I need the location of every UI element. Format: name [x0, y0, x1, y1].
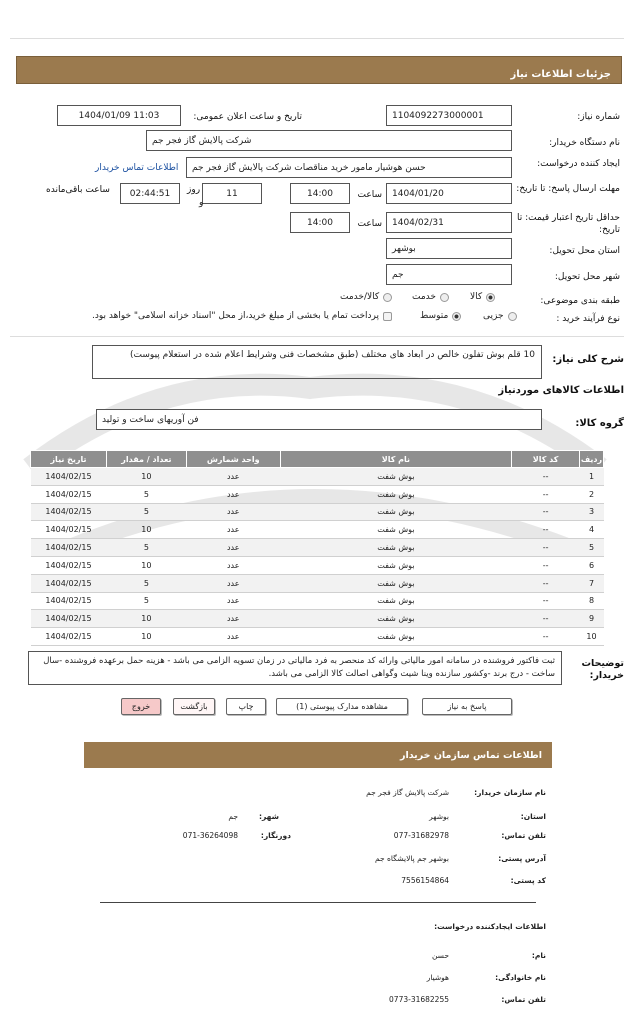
cell-qty: 5 — [106, 574, 186, 592]
category-label: طبقه بندی موضوعی: — [540, 296, 620, 306]
contact-divider — [100, 902, 536, 903]
creator-label: ایجاد کننده درخواست: — [537, 159, 620, 169]
cell-code: -- — [512, 521, 580, 539]
cell-row: 4 — [580, 521, 604, 539]
validity-time-field: 14:00 — [290, 212, 350, 233]
contact-province-value: بوشهر — [429, 812, 449, 821]
cell-row: 3 — [580, 503, 604, 521]
table-row — [31, 485, 604, 503]
category-both-option[interactable] — [340, 292, 392, 302]
reply-deadline-label: مهلت ارسال پاسخ: تا تاریخ: — [516, 184, 620, 194]
radio-icon[interactable] — [508, 312, 517, 321]
validity-label: حداقل تاریخ اعتبار قیمت: تا تاریخ: — [517, 213, 620, 235]
cell-code: -- — [512, 610, 580, 628]
cell-date: 1404/02/15 — [31, 628, 107, 646]
contact-address-label: آدرس پستی: — [498, 854, 546, 863]
cell-date: 1404/02/15 — [31, 556, 107, 574]
cell-date: 1404/02/15 — [31, 485, 107, 503]
reply-time-field: 14:00 — [290, 183, 350, 204]
cell-unit: عدد — [186, 485, 280, 503]
cell-row: 5 — [580, 539, 604, 557]
col-qty-header: تعداد / مقدار — [106, 451, 186, 468]
radio-icon[interactable] — [383, 293, 392, 302]
contact-org-label: نام سازمان خریدار: — [474, 788, 546, 797]
category-service-text: خدمت — [412, 292, 436, 302]
days-field: 11 — [202, 183, 262, 204]
cell-name: بوش شفت — [280, 503, 512, 521]
contact-org-value: شرکت پالایش گاز فجر جم — [366, 788, 449, 797]
print-button[interactable]: چاپ — [226, 698, 266, 715]
col-unit-header: واحد شمارش — [186, 451, 280, 468]
process-partial-text: جزیی — [483, 311, 504, 321]
cell-qty: 10 — [106, 468, 186, 486]
cell-name: بوش شفت — [280, 485, 512, 503]
cell-row: 2 — [580, 485, 604, 503]
view-attachments-button[interactable]: مشاهده مدارک پیوستی (1) — [276, 698, 408, 715]
cell-qty: 10 — [106, 556, 186, 574]
category-goods-text: کالا — [470, 292, 483, 302]
cell-row: 6 — [580, 556, 604, 574]
back-button[interactable]: بازگشت — [173, 698, 215, 715]
table-row — [31, 592, 604, 610]
cell-code: -- — [512, 556, 580, 574]
process-label: نوع فرآیند خرید : — [556, 314, 620, 324]
cell-name: بوش شفت — [280, 539, 512, 557]
cell-unit: عدد — [186, 503, 280, 521]
cell-row: 8 — [580, 592, 604, 610]
table-row — [31, 610, 604, 628]
announce-field: 1404/01/09 11:03 — [57, 105, 181, 126]
notes-label: توضیحات خریدار: — [581, 658, 624, 681]
cell-code: -- — [512, 468, 580, 486]
contact-section-header: اطلاعات تماس سازمان خریدار — [84, 742, 552, 768]
buyer-org-label: نام دستگاه خریدار: — [549, 138, 620, 148]
creator-phone-value: 0773-31682255 — [389, 995, 449, 1004]
col-row-header: ردیف — [580, 451, 604, 468]
and-label: و — [199, 198, 204, 208]
cell-unit: عدد — [186, 521, 280, 539]
table-row — [31, 468, 604, 486]
cell-code: -- — [512, 592, 580, 610]
cell-row: 10 — [580, 628, 604, 646]
cell-name: بوش شفت — [280, 628, 512, 646]
treasury-checkbox-option[interactable] — [52, 311, 392, 321]
cell-name: بوش شفت — [280, 556, 512, 574]
table-row — [31, 556, 604, 574]
cell-unit: عدد — [186, 628, 280, 646]
creator-name-label: نام: — [531, 951, 546, 960]
goods-group-label: گروه کالا: — [575, 418, 624, 429]
checkbox-icon[interactable] — [383, 312, 392, 321]
buyer-org-field: شرکت پالایش گاز فجر جم — [146, 130, 512, 151]
creator-field: حسن هوشیار مامور خرید مناقصات شرکت پالایش گاز فجر جم — [186, 157, 512, 178]
table-row — [31, 521, 604, 539]
contact-phone-label: تلفن تماس: — [501, 831, 546, 840]
cell-date: 1404/02/15 — [31, 592, 107, 610]
cell-unit: عدد — [186, 539, 280, 557]
summary-label: شرح کلی نیاز: — [552, 354, 624, 365]
category-goods-option[interactable] — [470, 292, 495, 302]
cell-qty: 5 — [106, 503, 186, 521]
cell-date: 1404/02/15 — [31, 539, 107, 557]
reply-date-field: 1404/01/20 — [386, 183, 512, 204]
process-medium-text: متوسط — [420, 311, 449, 321]
category-both-text: کالا/خدمت — [340, 292, 380, 302]
cell-date: 1404/02/15 — [31, 574, 107, 592]
cell-name: بوش شفت — [280, 468, 512, 486]
contact-postal-label: کد پستی: — [510, 876, 546, 885]
cell-code: -- — [512, 539, 580, 557]
cell-name: بوش شفت — [280, 592, 512, 610]
table-row — [31, 628, 604, 646]
cell-date: 1404/02/15 — [31, 521, 107, 539]
cell-qty: 10 — [106, 521, 186, 539]
section-divider — [10, 336, 624, 337]
creator-section-title: اطلاعات ایجادکننده درخواست: — [434, 922, 546, 931]
table-row — [31, 574, 604, 592]
need-number-field: 1104092273000001 — [386, 105, 512, 126]
process-medium-option[interactable] — [420, 311, 461, 321]
reply-button[interactable]: پاسخ به نیاز — [422, 698, 512, 715]
cell-name: بوش شفت — [280, 610, 512, 628]
exit-button[interactable]: خروج — [121, 698, 161, 715]
table-row — [31, 539, 604, 557]
contact-fax-value: 071-36264098 — [182, 831, 238, 840]
contact-city-label: شهر: — [259, 812, 279, 821]
contact-address-value: بوشهر جم پالایشگاه جم — [374, 854, 449, 863]
cell-qty: 5 — [106, 592, 186, 610]
day-label: روز — [187, 185, 201, 195]
process-partial-option[interactable] — [483, 311, 517, 321]
contact-postal-value: 7556154864 — [401, 876, 449, 885]
cell-date: 1404/02/15 — [31, 503, 107, 521]
cell-unit: عدد — [186, 574, 280, 592]
cell-qty: 10 — [106, 610, 186, 628]
cell-code: -- — [512, 503, 580, 521]
validity-date-field: 1404/02/31 — [386, 212, 512, 233]
city-label: شهر محل تحویل: — [554, 272, 620, 282]
goods-group-field: فن آوریهای ساخت و تولید — [96, 409, 542, 430]
remaining-time-field: 02:44:51 — [120, 183, 180, 204]
contact-fax-label: دورنگار: — [260, 831, 291, 840]
col-code-header: کد کالا — [512, 451, 580, 468]
radio-selected-icon[interactable] — [452, 312, 461, 321]
creator-family-label: نام خانوادگی: — [495, 973, 546, 982]
goods-section-title: اطلاعات کالاهای موردنیاز — [498, 385, 624, 396]
creator-name-value: حسن — [431, 951, 449, 960]
validity-time-label: ساعت — [357, 219, 382, 229]
need-number-label: شماره نیاز: — [577, 112, 620, 122]
radio-selected-icon[interactable] — [486, 293, 495, 302]
treasury-note-text: پرداخت تمام یا بخشی از مبلغ خرید،از محل "اسناد خزانه اسلامی" خواهد بود. — [91, 311, 379, 321]
col-date-header: تاریخ نیاز — [31, 451, 107, 468]
province-label: استان محل تحویل: — [549, 246, 620, 256]
goods-table — [30, 450, 604, 646]
cell-unit: عدد — [186, 556, 280, 574]
cell-qty: 10 — [106, 628, 186, 646]
col-name-header: نام کالا — [280, 451, 512, 468]
creator-family-value: هوشیار — [426, 973, 449, 982]
contact-province-label: استان: — [520, 812, 546, 821]
cell-code: -- — [512, 574, 580, 592]
category-service-option[interactable] — [412, 292, 449, 302]
cell-date: 1404/02/15 — [31, 468, 107, 486]
cell-name: بوش شفت — [280, 521, 512, 539]
top-divider — [10, 38, 624, 39]
cell-date: 1404/02/15 — [31, 610, 107, 628]
notes-field: ثبت فاکتور فروشنده در سامانه امور مالیاتی وارائه کد منحصر به فرد مالیاتی در زمان تسویه الزامی می باشد - هزینه حمل برعهده فروشنده -سال ساخت - درج برند -وکشور سازنده وینا شیت وگواهی اصالت کالا الزامی می باشد. — [28, 651, 562, 685]
remaining-label: ساعت باقی‌مانده — [46, 185, 110, 195]
announce-label: تاریخ و ساعت اعلان عمومی: — [193, 112, 302, 122]
cell-row: 9 — [580, 610, 604, 628]
page-header: جزئیات اطلاعات نیاز — [16, 56, 622, 84]
summary-field: 10 قلم بوش تفلون خالص در ابعاد های مختلف (طبق مشخصات فنی وشرایط اعلام شده در استعلام پیوست) — [92, 345, 542, 379]
city-field: جم — [386, 264, 512, 285]
cell-row: 7 — [580, 574, 604, 592]
table-row — [31, 503, 604, 521]
cell-qty: 5 — [106, 485, 186, 503]
province-field: بوشهر — [386, 238, 512, 259]
cell-name: بوش شفت — [280, 574, 512, 592]
cell-unit: عدد — [186, 610, 280, 628]
cell-row: 1 — [580, 468, 604, 486]
creator-phone-label: تلفن تماس: — [501, 995, 546, 1004]
cell-unit: عدد — [186, 468, 280, 486]
cell-code: -- — [512, 485, 580, 503]
cell-code: -- — [512, 628, 580, 646]
contact-phone-value: 077-31682978 — [393, 831, 449, 840]
buyer-contact-link[interactable]: اطلاعات تماس خریدار — [95, 163, 179, 173]
contact-city-value: جم — [228, 812, 238, 821]
reply-time-label: ساعت — [357, 190, 382, 200]
cell-qty: 5 — [106, 539, 186, 557]
radio-icon[interactable] — [440, 293, 449, 302]
cell-unit: عدد — [186, 592, 280, 610]
